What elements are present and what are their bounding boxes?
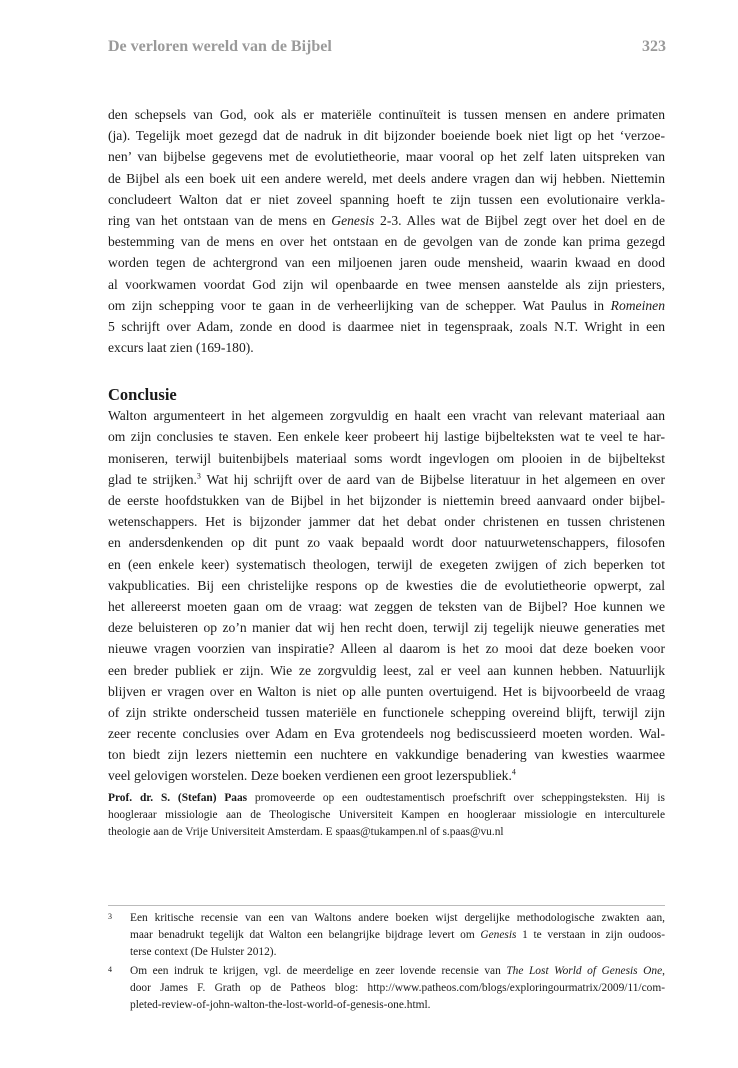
italic-title: The Lost World of Genesis One bbox=[506, 965, 663, 977]
text-line: 5 schrijft over Adam, zonde en dood is daarmee niet in tegenspraak, zoals N.T. Wright in een bbox=[108, 318, 665, 334]
text-line: om zijn conclusies te staven. Een enkele keer probeert hij lastige bijbelteksten wat te veel te har- bbox=[108, 429, 665, 445]
author-name: Prof. dr. S. (Stefan) Paas bbox=[108, 792, 248, 804]
page-number: 323 bbox=[642, 38, 666, 55]
text-run: Wat hij schrijft over de aard van de Bijbelse literatuur in het algemeen en over bbox=[200, 471, 665, 487]
text-run: ring van het ontstaan van de mens en bbox=[108, 212, 332, 228]
text-line bbox=[108, 469, 665, 490]
footnotes bbox=[108, 910, 665, 1014]
text-line: zeer recente conclusies over Adam en Eva grotendeels nog bediscussieerd moeten worden. Wal- bbox=[108, 726, 665, 742]
footnote-number: 4 bbox=[108, 965, 112, 974]
italic-title: Genesis bbox=[331, 212, 375, 228]
text-line: of zijn strikte onderscheid tussen materiële en functionele schepping overeind blijft, terwijl zijn bbox=[108, 704, 665, 720]
text-line: al voorkwamen voordat God zijn wil openbaarde en twee mensen aanstelde als zijn priesters, bbox=[108, 276, 665, 292]
text-run: 2-3. Alles wat de Bijbel zegt over het doel en de bbox=[374, 212, 665, 228]
text-run: Om een indruk te krijgen, vgl. de meerdelige en zeer lovende recensie van bbox=[130, 965, 507, 977]
text-line: door James F. Grath op de Patheos blog: http://www.patheos.com/blogs/exploringourmatrix/2009/11/com- bbox=[130, 982, 665, 994]
text-line: terse context (De Hulster 2012). bbox=[130, 946, 277, 958]
author-bio bbox=[108, 790, 665, 841]
text-line bbox=[130, 963, 665, 980]
footnote-3 bbox=[108, 910, 665, 961]
text-line: blijven er vragen over en Walton is niet op alle punten overtuigend. Het is bijvoorbeeld de vraag bbox=[108, 683, 665, 699]
text-line: nieuwe vragen voorzien van inspiratie? Alleen al daarom is het zo mooi dat deze boeken voor bbox=[108, 641, 665, 657]
running-title: De verloren wereld van de Bijbel bbox=[108, 38, 332, 55]
text-line: worden tegen de achtergrond van een miljoenen jaren oude mensheid, waarin kwaad en dood bbox=[108, 255, 665, 271]
text-run: promoveerde op een oudtestamentisch proefschrift over scheppingsteksten. Hij is bbox=[247, 792, 665, 804]
text-line: nen’ van bijbelse gegevens met de evolutietheorie, maar vooral op het zelf laten uitspreken van bbox=[108, 149, 665, 165]
text-line: en (een enkele keer) systematisch theologen, terwijl de exegeten zwijgen of zich beperken tot bbox=[108, 556, 665, 572]
text-line: deze beluisteren op zo’n manier dat wij hen recht doen, terwijl zij tegelijk nieuwe generaties met bbox=[108, 620, 665, 636]
text-line: hoogleraar missiologie aan de Theologische Universiteit Kampen en hoogleraar missiologie en interculturele bbox=[108, 809, 665, 821]
text-run: 1 te verstaan in zijn oudoos- bbox=[516, 929, 665, 941]
text-line bbox=[108, 295, 665, 316]
text-line: concludeert Walton dat er niet zoveel spanning hoeft te zijn tussen een evolutionaire verkla- bbox=[108, 191, 665, 207]
text-line: pleted-review-of-john-walton-the-lost-world-of-genesis-one.html. bbox=[130, 999, 431, 1011]
text-run: om zijn schepping voor te gaan in de verheerlijking van de schepper. Wat Paulus in bbox=[108, 297, 611, 313]
text-line: Een kritische recensie van een van Waltons andere boeken wijst dergelijke methodologische zwakten aan, bbox=[130, 912, 665, 924]
text-run: , bbox=[662, 965, 665, 977]
text-line: het allereerst moeten gaan om de vraag: wat zeggen de teksten van de Bijbel? Hoe kunnen we bbox=[108, 598, 665, 614]
paragraph-intro bbox=[108, 104, 665, 358]
text-line: vakpublicaties. Bij een christelijke respons op de kwesties die de evolutietheorie opwerpt, zal bbox=[108, 577, 665, 593]
footnote-number: 3 bbox=[108, 912, 112, 921]
text-run: veel gelovigen worstelen. Deze boeken verdienen een groot lezerspubliek. bbox=[108, 768, 512, 784]
text-line: den schepsels van God, ook als er materiële continuïteit is tussen mensen en andere primaten bbox=[108, 107, 665, 122]
footnote-4 bbox=[108, 963, 665, 1014]
text-line: wetenschappers. Het is bijzonder jammer dat het debat onder christenen en tussen christenen bbox=[108, 514, 665, 530]
paragraph-conclusion bbox=[108, 405, 665, 786]
text-line: de Bijbel als een boek uit een andere wereld, met deels andere vragen dan wij hebben. Niettemin bbox=[108, 170, 665, 186]
text-line: ton biedt zijn lezers niettemin een nuchtere en vakkundige benadering van kwesties waarmee bbox=[108, 747, 665, 763]
text-run: glad te strijken. bbox=[108, 471, 197, 487]
text-line: excurs laat zien (169-180). bbox=[108, 340, 254, 356]
text-line: moniseren, terwijl buitenbijbels materiaal soms wordt ingevlogen om plooien in de bijbeltekst bbox=[108, 450, 665, 466]
footnote-divider bbox=[108, 905, 665, 906]
text-line: theologie aan de Vrije Universiteit Amsterdam. E spaas@tukampen.nl of s.paas@vu.nl bbox=[108, 826, 504, 838]
italic-title: Romeinen bbox=[610, 297, 665, 313]
section-heading: Conclusie bbox=[108, 385, 177, 405]
running-header bbox=[108, 38, 666, 64]
text-line bbox=[130, 927, 665, 944]
italic-title: Genesis bbox=[480, 929, 517, 941]
text-line: de eerste hoofdstukken van de Bijbel in het bijzonder is niettemin breed aanvaard onder bijbel- bbox=[108, 493, 665, 508]
text-run: maar benadrukt tegelijk dat Walton een belangrijke bijdrage levert om bbox=[130, 929, 481, 941]
text-line: Walton argumenteert in het algemeen zorgvuldig en haalt een vracht van relevant materiaal aan bbox=[108, 408, 665, 424]
text-line: bestemming van de mens en over het ontstaan en de gevolgen van de zonde kan prima gezegd bbox=[108, 234, 665, 250]
footnote-ref-4[interactable]: 4 bbox=[511, 767, 516, 777]
text-line: een breder publiek er zijn. Wie ze zorgvuldig leest, zal er veel aan kunnen hebben. Natuurlijk bbox=[108, 662, 665, 678]
footnote-ref-3[interactable]: 3 bbox=[196, 471, 201, 481]
main-text bbox=[108, 104, 665, 787]
text-line bbox=[108, 790, 665, 807]
text-line: en andersdenkenden op dit punt zo vaak bepaald wordt door natuurwetenschappers, filosofen bbox=[108, 535, 665, 551]
text-line: (ja). Tegelijk moet gezegd dat de nadruk in dit bijzonder boeiende boek niet ligt op het ‘verzoe- bbox=[108, 128, 665, 144]
text-line bbox=[108, 765, 665, 786]
text-line bbox=[108, 210, 665, 231]
